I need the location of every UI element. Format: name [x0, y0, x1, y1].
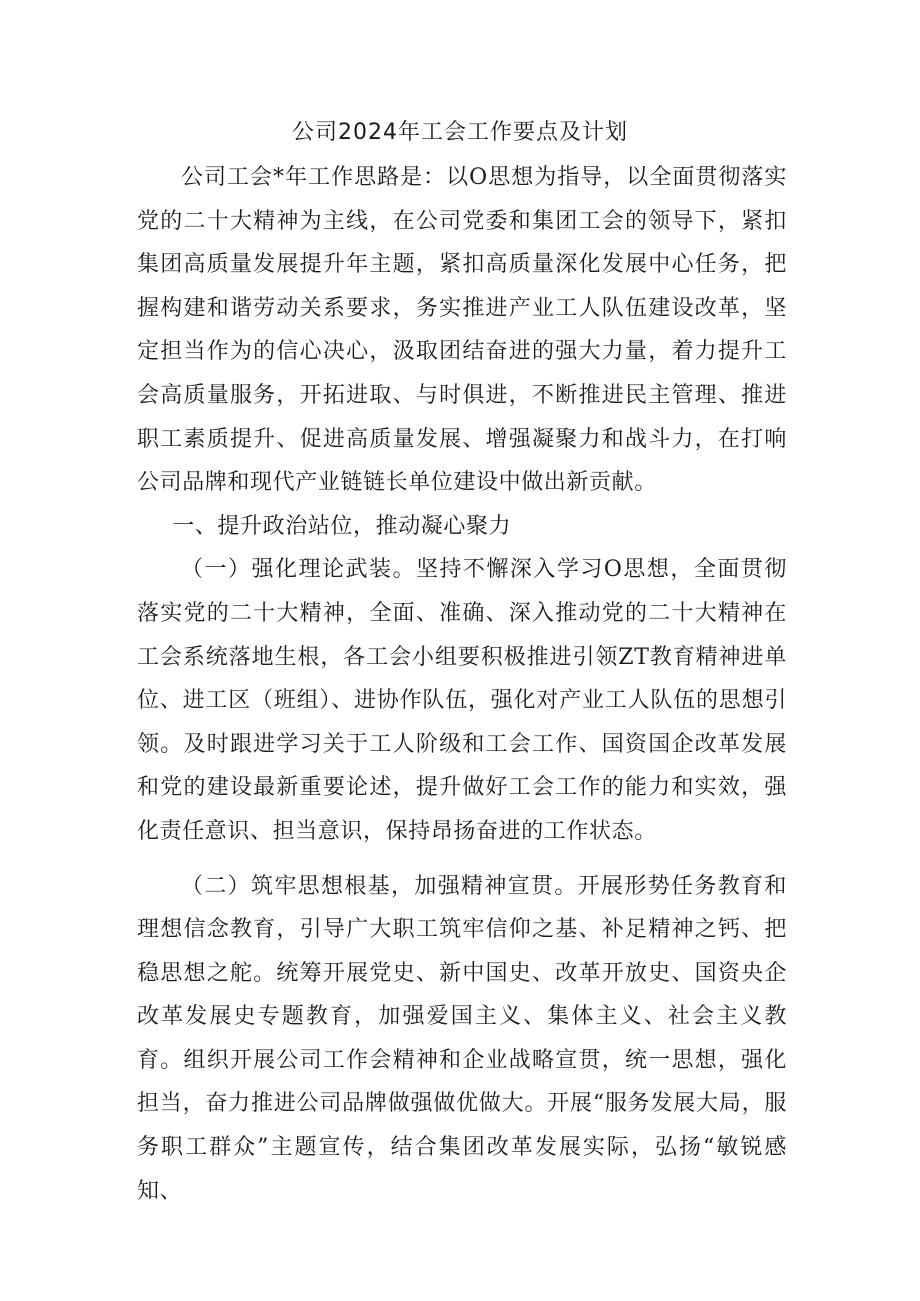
document-body	[137, 156, 787, 1213]
paragraph-work-approach: 公司工会*年工作思路是：以O思想为指导，以全面贯彻落实党的二十大精神为主线，在公司党委和集团工会的领导下，紧扣集团高质量发展提升年主题，紧扣高质量深化发展中心任务，把握构建和谐劳动关系要求，务实推进产业工人队伍建设改革，坚定担当作为的信心决心，汲取团结奋进的强大力量，着力提升工会高质量服务，开拓进取、与时俱进，不断推进民主管理、推进职工素质提升、促进高质量发展、增强凝聚力和战斗力，在打响公司品牌和现代产业链链长单位建设中做出新贡献。	[137, 165, 787, 496]
section-heading-1: 一、提升政治站位，推动凝心聚力	[172, 513, 512, 539]
paragraph-item-1: （一）强化理论武装。坚持不懈深入学习O思想，全面贯彻落实党的二十大精神，全面、准确、深入推动党的二十大精神在工会系统落地生根，各工会小组要积极推进引领ZT教育精神进单位、进工区（班组）、进协作队伍，强化对产业工人队伍的思想引领。及时跟进学习关于工人阶级和工会工作、国资国企改革发展和党的建设最新重要论述，提升做好工会工作的能力和实效，强化责任意识、担当意识，保持昂扬奋进的工作状态。	[137, 557, 787, 844]
paragraph-item-2: （二）筑牢思想根基，加强精神宣贯。开展形势任务教育和理想信念教育，引导广大职工筑牢信仰之基、补足精神之钙、把稳思想之舵。统筹开展党史、新中国史、改革开放史、国资央企改革发展史专题教育，加强爱国主义、集体主义、社会主义教育。组织开展公司工作会精神和企业战略宣贯，统一思想，强化担当，奋力推进公司品牌做强做优做大。开展“服务发展大局，服务职工群众”主题宣传，结合集团改革发展实际，弘扬“敏锐感知、	[137, 873, 787, 1204]
document-title: 公司2024年工会工作要点及计划	[292, 120, 628, 145]
